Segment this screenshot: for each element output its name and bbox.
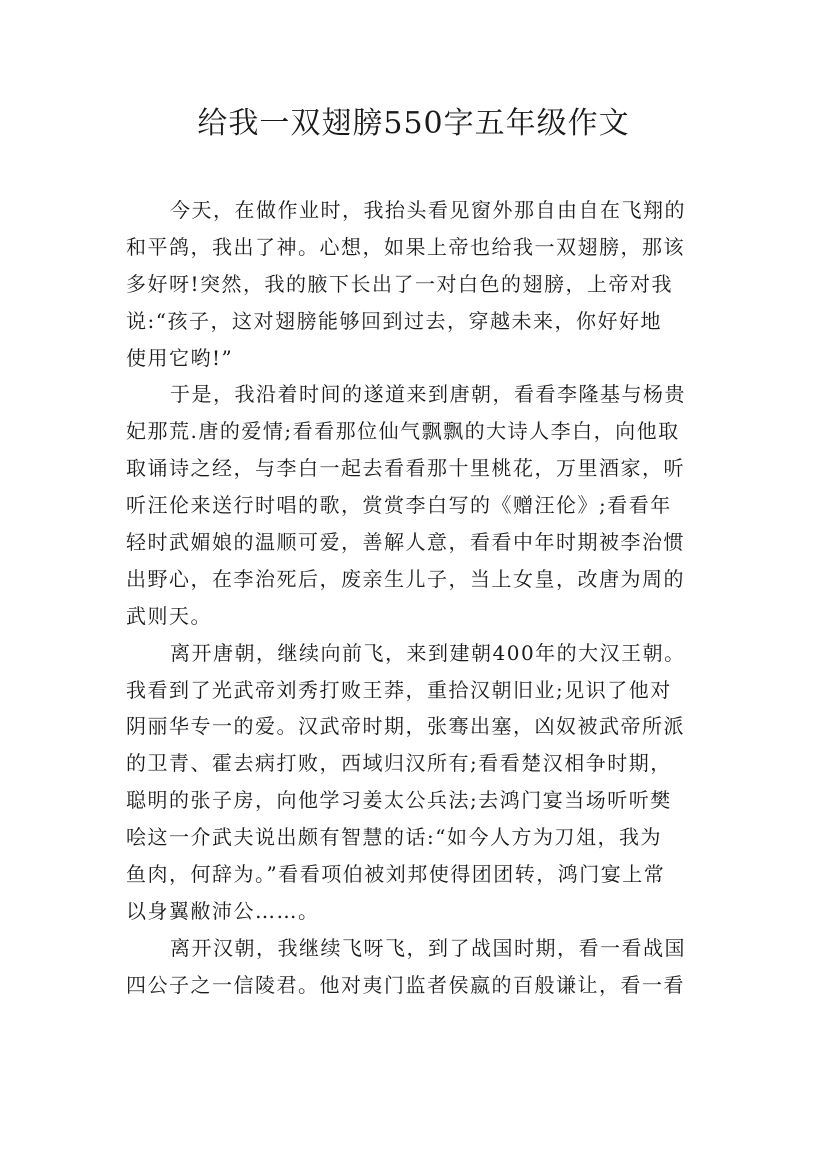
text-line: 使用它哟!” bbox=[126, 345, 234, 370]
text-line: 出野心，在李治死后，废亲生儿子，当上女皇，改唐为周的 bbox=[126, 566, 685, 591]
text-line: 聪明的张子房，向他学习姜太公兵法;去鸿门宴当场听听樊 bbox=[126, 788, 672, 813]
text-line: 四公子之一信陵君。他对夷门监者侯嬴的百般谦让，看一看 bbox=[126, 972, 685, 997]
text-line: 鱼肉，何辞为。”看看项伯被刘邦使得团团转，鸿门宴上常 bbox=[126, 862, 666, 887]
text-line: 于是，我沿着时间的遂道来到唐朝，看看李隆基与杨贵 bbox=[170, 382, 686, 407]
text-line: 以身翼敝沛公……。 bbox=[126, 898, 320, 923]
text-line: 的卫青、霍去病打败，西域归汉所有;看看楚汉相争时期， bbox=[126, 751, 672, 776]
text-line: 妃那荒.唐的爱情;看看那位仙气飘飘的大诗人李白，向他取 bbox=[126, 419, 680, 444]
essay-body bbox=[126, 192, 706, 1004]
text-line: 说:“孩子，这对翅膀能够回到过去，穿越未来，你好好地 bbox=[126, 308, 662, 333]
text-line: 多好呀!突然，我的腋下长出了一对白色的翅膀，上帝对我 bbox=[126, 271, 674, 296]
text-line: 和平鸽，我出了神。心想，如果上帝也给我一双翅膀，那该 bbox=[126, 234, 685, 259]
text-line: 听汪伦来送行时唱的歌，赏赏李白写的《赠汪伦》;看看年 bbox=[126, 493, 672, 518]
text-line: 哙这一介武夫说出颇有智慧的话:“如今人方为刀俎，我为 bbox=[126, 825, 662, 850]
text-line: 今天，在做作业时，我抬头看见窗外那自由自在飞翔的 bbox=[170, 198, 686, 222]
page-title: 给我一双翅膀550字五年级作文 bbox=[197, 106, 630, 141]
text-line: 轻时武媚娘的温顺可爱，善解人意，看看中年时期被李治惯 bbox=[126, 530, 685, 555]
text-line: 取诵诗之经，与李白一起去看看那十里桃花，万里酒家，听 bbox=[126, 456, 685, 481]
text-line: 离开汉朝，我继续飞呀飞，到了战国时期，看一看战国 bbox=[170, 935, 686, 960]
text-line: 我看到了光武帝刘秀打败王莽，重拾汉朝旧业;见识了他对 bbox=[126, 677, 672, 702]
text-line: 阴丽华专一的爱。汉武帝时期，张骞出塞，凶奴被武帝所派 bbox=[126, 714, 685, 739]
text-line: 武则天。 bbox=[126, 603, 212, 628]
text-line: 离开唐朝，继续向前飞，来到建朝400年的大汉王朝。 bbox=[170, 640, 686, 665]
